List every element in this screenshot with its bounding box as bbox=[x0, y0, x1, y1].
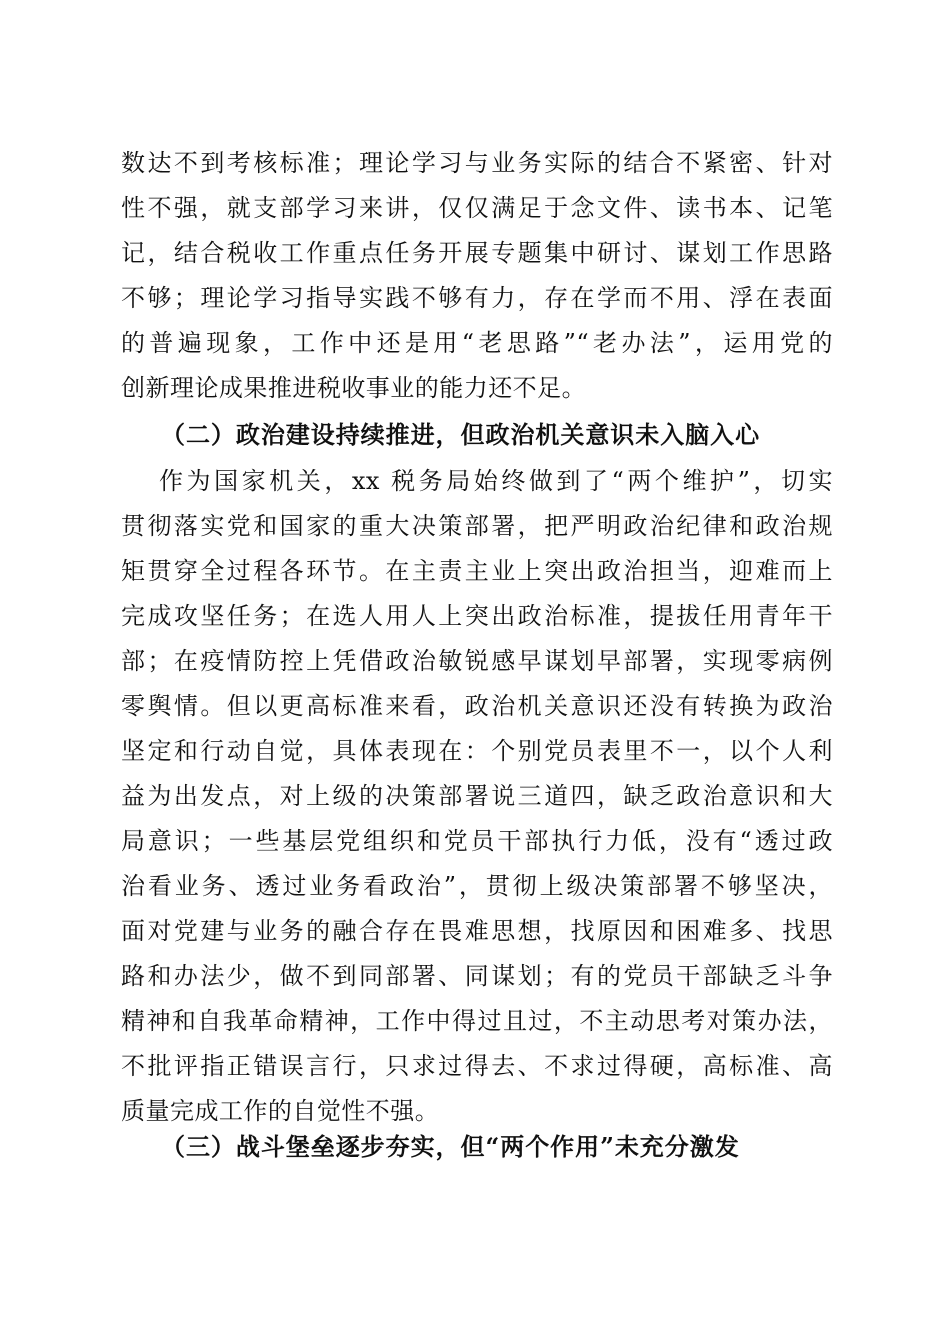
text-line: 部；在疫情防控上凭借政治敏锐感早谋划早部署，实现零病例 bbox=[121, 647, 833, 675]
section-heading-political-building: （二）政治建设持续推进，但政治机关意识未入脑入心 bbox=[161, 420, 761, 449]
section-heading-fighting-fortress: （三）战斗堡垒逐步夯实，但“两个作用”未充分激发 bbox=[161, 1132, 740, 1161]
text-line: 不批评指正错误言行，只求过得去、不求过得硬，高标准、高 bbox=[121, 1052, 833, 1080]
text-line: 作为国家机关，xx 税务局始终做到了“两个维护”，切实 bbox=[159, 467, 833, 495]
text-line: 治看业务、透过业务看政治”，贯彻上级决策部署不够坚决， bbox=[121, 872, 833, 900]
text-line: 创新理论成果推进税收事业的能力还不足。 bbox=[121, 374, 587, 402]
text-line: 坚定和行动自觉，具体表现在：个别党员表里不一，以个人利 bbox=[121, 737, 833, 765]
text-line: 面对党建与业务的融合存在畏难思想，找原因和困难多、找思 bbox=[121, 917, 833, 945]
text-line: 局意识；一些基层党组织和党员干部执行力低，没有“透过政 bbox=[121, 827, 833, 855]
text-line: 不够；理论学习指导实践不够有力，存在学而不用、浮在表面 bbox=[121, 284, 833, 312]
text-line: 完成攻坚任务；在选人用人上突出政治标准，提拔任用青年干 bbox=[121, 602, 833, 630]
text-line: 益为出发点，对上级的决策部署说三道四，缺乏政治意识和大 bbox=[121, 782, 833, 810]
text-line: 的普遍现象，工作中还是用“老思路”“老办法”，运用党的 bbox=[121, 329, 833, 357]
paragraph-political-building bbox=[121, 459, 833, 1134]
paragraph-theory-study bbox=[121, 141, 833, 411]
text-line: 性不强，就支部学习来讲，仅仅满足于念文件、读书本、记笔 bbox=[121, 194, 833, 222]
text-line: 精神和自我革命精神，工作中得过且过，不主动思考对策办法， bbox=[121, 1007, 833, 1035]
text-line: 数达不到考核标准；理论学习与业务实际的结合不紧密、针对 bbox=[121, 149, 833, 177]
text-line: 路和办法少，做不到同部署、同谋划；有的党员干部缺乏斗争 bbox=[121, 962, 833, 990]
text-line: 质量完成工作的自觉性不强。 bbox=[121, 1097, 440, 1125]
text-line: 零舆情。但以更高标准来看，政治机关意识还没有转换为政治 bbox=[121, 692, 833, 720]
text-line: 矩贯穿全过程各环节。在主责主业上突出政治担当，迎难而上 bbox=[121, 557, 833, 585]
text-line: 记，结合税收工作重点任务开展专题集中研讨、谋划工作思路 bbox=[121, 239, 833, 267]
text-line: 贯彻落实党和国家的重大决策部署，把严明政治纪律和政治规 bbox=[121, 512, 833, 540]
